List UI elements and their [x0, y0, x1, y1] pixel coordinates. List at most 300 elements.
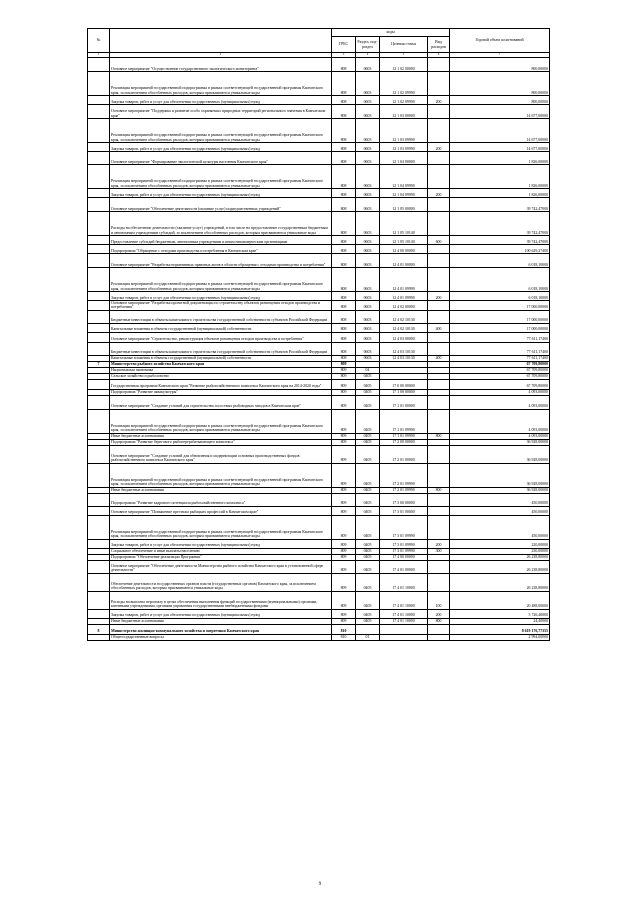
table-row — [88, 323, 550, 332]
row-vid: 800 — [428, 618, 450, 624]
row-celevaya — [380, 624, 428, 634]
row-grbs: 809 — [332, 463, 356, 487]
row-grbs: 808 — [332, 152, 356, 165]
row-amount: 67 709,80000 — [450, 379, 550, 389]
row-number — [88, 58, 110, 72]
row-razdel: 0405 — [356, 439, 380, 445]
row-amount: 230,00000 — [450, 548, 550, 554]
page-number: 9 — [318, 882, 322, 887]
row-vid — [428, 254, 450, 268]
row-grbs: 809 — [332, 591, 356, 609]
row-grbs: 809 — [332, 506, 356, 515]
row-number — [88, 493, 110, 506]
row-name: Реализация мероприятий государственной подпрограммы в рамках соответствующей государственной программы Камчатского края, за исключением обособленных расходов, которым присваиваются уникальные коды — [110, 515, 332, 539]
row-grbs: 810 — [332, 634, 356, 640]
row-grbs: 809 — [332, 439, 356, 445]
row-razdel: 0603 — [356, 165, 380, 189]
row-celevaya: 17 2 01 09990 — [380, 487, 428, 493]
row-number — [88, 198, 110, 212]
row-name: Закупка товаров, работ и услуг для обеспечения государственных (муниципальных) нужд — [110, 189, 332, 198]
row-vid — [428, 212, 450, 236]
row-grbs: 808 — [332, 119, 356, 143]
row-amount: 77 611,17400 — [450, 332, 550, 342]
row-razdel: 0405 — [356, 591, 380, 609]
row-number — [88, 189, 110, 198]
row-celevaya: 17 4 00 00000 — [380, 554, 428, 560]
row-razdel: 0405 — [356, 445, 380, 463]
row-number — [88, 560, 110, 573]
row-name: Сельское хозяйство и рыболовство — [110, 373, 332, 379]
row-amount: 67 709,80000 — [450, 373, 550, 379]
row-celevaya: 12 1 04 09990 — [380, 189, 428, 198]
row-grbs: 808 — [332, 355, 356, 361]
row-vid — [428, 310, 450, 323]
row-celevaya: 17 3 01 09990 — [380, 515, 428, 539]
row-name: Расходы на обеспечение деятельности (оказание услуг) учреждений, в том числе на предоставление государственным бюджетным и автономным учреждениям субсидий, за исключением обособленных расходов, которым присваиваются уникальные коды — [110, 212, 332, 236]
row-amount: 800,00000 — [450, 58, 550, 72]
col-vid-header: Вид расходов — [428, 37, 450, 53]
row-razdel: 0405 — [356, 573, 380, 591]
row-razdel: 0405 — [356, 515, 380, 539]
table-row — [88, 379, 550, 389]
row-razdel: 0603 — [356, 268, 380, 292]
row-celevaya — [380, 634, 428, 640]
row-celevaya: 17 3 01 09990 — [380, 539, 428, 548]
col-number: 7 — [450, 53, 550, 58]
row-name: Капитальные вложения в объекты государственной (муниципальной) собственности — [110, 323, 332, 332]
row-razdel: 0603 — [356, 236, 380, 245]
row-amount: 14 677,00000 — [450, 105, 550, 119]
row-celevaya: 12 1 03 00000 — [380, 105, 428, 119]
table-row — [88, 143, 550, 152]
row-amount: 4 093,00000 — [450, 395, 550, 409]
row-celevaya: 17 1 00 00000 — [380, 389, 428, 395]
row-celevaya: 12 4 02 10130 — [380, 310, 428, 323]
row-name: Реализация мероприятий государственной подпрограммы в рамках соответствующей государственной программы Камчатского края, за исключением обособленных расходов, которым присваиваются уникальные коды — [110, 119, 332, 143]
table-row — [88, 591, 550, 609]
table-row — [88, 58, 550, 72]
row-vid: 200 — [428, 96, 450, 105]
table-row — [88, 268, 550, 292]
row-number — [88, 143, 110, 152]
row-amount: 17 000,00000 — [450, 301, 550, 311]
row-grbs: 808 — [332, 96, 356, 105]
table-row — [88, 463, 550, 487]
table-row — [88, 560, 550, 573]
row-razdel: 0603 — [356, 245, 380, 254]
row-razdel: 0603 — [356, 355, 380, 361]
row-amount: 800,00000 — [450, 96, 550, 105]
row-name: Реализация мероприятий государственной подпрограммы в рамках соответствующей государственной программы Камчатского края, за исключением обособленных расходов, которым присваиваются уникальные коды — [110, 463, 332, 487]
row-razdel: 0603 — [356, 254, 380, 268]
row-name: Основное мероприятие "Обеспечение деятельности (оказание услуг) подведомственных учреждений" — [110, 198, 332, 212]
row-amount: 6 018,10000 — [450, 268, 550, 292]
row-name: Министерство жилищно-коммунального хозяйства и энергетики Камчатского края — [110, 624, 332, 634]
table-row — [88, 342, 550, 355]
row-vid: 800 — [428, 487, 450, 493]
table-row — [88, 198, 550, 212]
row-number — [88, 105, 110, 119]
row-razdel: 0405 — [356, 379, 380, 389]
row-amount: 20 488,00000 — [450, 591, 550, 609]
row-amount: 77 611,17400 — [450, 342, 550, 355]
row-razdel: 0603 — [356, 105, 380, 119]
row-amount: 220,00000 — [450, 539, 550, 548]
row-number — [88, 292, 110, 301]
col-amount-header: Годовой объем ассигнований — [450, 29, 550, 53]
row-grbs: 809 — [332, 515, 356, 539]
row-amount: 36 928,00000 — [450, 445, 550, 463]
row-vid — [428, 409, 450, 433]
table-body — [88, 58, 550, 641]
row-grbs: 809 — [332, 548, 356, 554]
row-grbs: 808 — [332, 292, 356, 301]
row-name: Бюджетные инвестиции в объекты капитального строительства государственной собственности субъектов Российской Федерации — [110, 310, 332, 323]
col-number: 2 — [110, 53, 332, 58]
table-row — [88, 72, 550, 96]
table-row — [88, 624, 550, 634]
row-razdel: 0603 — [356, 323, 380, 332]
row-razdel: 0603 — [356, 292, 380, 301]
row-amount: 17 000,00000 — [450, 310, 550, 323]
table-row — [88, 292, 550, 301]
row-vid: 200 — [428, 539, 450, 548]
row-number — [88, 212, 110, 236]
row-number: 8 — [88, 624, 110, 634]
row-celevaya: 17 3 00 00000 — [380, 493, 428, 506]
table-row — [88, 254, 550, 268]
row-number — [88, 254, 110, 268]
row-celevaya: 17 4 01 10000 — [380, 609, 428, 618]
row-number — [88, 152, 110, 165]
row-razdel: 0603 — [356, 152, 380, 165]
row-vid: 200 — [428, 189, 450, 198]
row-celevaya: 17 4 01 00000 — [380, 560, 428, 573]
row-amount: 6 018,10000 — [450, 254, 550, 268]
row-amount: 100 629,27400 — [450, 245, 550, 254]
row-name: Подпрограмма "Развитие аквакультуры" — [110, 389, 332, 395]
row-number — [88, 379, 110, 389]
table-row — [88, 310, 550, 323]
row-name: Подпрограмма "Обращение с отходами производства и потребления в Камчатском крае" — [110, 245, 332, 254]
row-vid — [428, 268, 450, 292]
table-row — [88, 445, 550, 463]
row-vid: 600 — [428, 236, 450, 245]
row-celevaya: 17 2 01 00000 — [380, 445, 428, 463]
col-number: 1 — [88, 53, 110, 58]
row-razdel: 0603 — [356, 212, 380, 236]
table-row — [88, 573, 550, 591]
row-grbs: 809 — [332, 361, 356, 367]
row-grbs: 809 — [332, 433, 356, 439]
row-razdel: 0405 — [356, 560, 380, 573]
row-razdel: 0603 — [356, 301, 380, 311]
row-celevaya: 12 1 05 10140 — [380, 236, 428, 245]
row-name: Закупка товаров, работ и услуг для обеспечения государственных (муниципальных) нужд — [110, 292, 332, 301]
row-celevaya: 12 4 03 10130 — [380, 342, 428, 355]
row-amount: 4 093,00000 — [450, 389, 550, 395]
row-amount: 1 826,00000 — [450, 152, 550, 165]
row-number — [88, 506, 110, 515]
row-grbs: 808 — [332, 212, 356, 236]
row-name: Основное мероприятие "Формирование экологической культуры населения Камчатского края" — [110, 152, 332, 165]
row-celevaya: 17 3 01 00000 — [380, 506, 428, 515]
row-number — [88, 515, 110, 539]
row-name: Социальное обеспечение и иные выплаты населению — [110, 548, 332, 554]
row-razdel: 0603 — [356, 198, 380, 212]
row-vid — [428, 463, 450, 487]
row-number — [88, 323, 110, 332]
row-amount: 36 928,00000 — [450, 487, 550, 493]
row-amount: 8 619 176,77355 — [450, 624, 550, 634]
row-grbs: 809 — [332, 367, 356, 373]
row-number — [88, 463, 110, 487]
row-number — [88, 609, 110, 618]
row-number — [88, 539, 110, 548]
row-vid — [428, 152, 450, 165]
budget-table — [87, 28, 550, 641]
row-razdel: 0603 — [356, 332, 380, 342]
row-name: Общегосударственные вопросы — [110, 634, 332, 640]
row-grbs: 808 — [332, 310, 356, 323]
row-celevaya: 12 1 02 09990 — [380, 96, 428, 105]
row-vid — [428, 506, 450, 515]
table-row — [88, 634, 550, 640]
row-celevaya: 17 0 00 00000 — [380, 379, 428, 389]
row-grbs: 808 — [332, 342, 356, 355]
row-celevaya: 17 3 01 09990 — [380, 548, 428, 554]
row-number — [88, 409, 110, 433]
row-vid — [428, 515, 450, 539]
row-amount: 800,00000 — [450, 72, 550, 96]
row-grbs: 809 — [332, 379, 356, 389]
row-name: Реализация мероприятий государственной подпрограммы в рамках соответствующей государственной программы Камчатского края, за исключением обособленных расходов, которым присваиваются уникальные коды — [110, 165, 332, 189]
row-number — [88, 310, 110, 323]
row-grbs: 808 — [332, 268, 356, 292]
row-vid — [428, 493, 450, 506]
table-row — [88, 236, 550, 245]
row-amount: 1 826,00000 — [450, 165, 550, 189]
table-row — [88, 301, 550, 311]
row-name: Закупка товаров, работ и услуг для обеспечения государственных (муниципальных) нужд — [110, 609, 332, 618]
row-vid — [428, 379, 450, 389]
row-razdel: 0405 — [356, 506, 380, 515]
table-row — [88, 105, 550, 119]
row-vid — [428, 332, 450, 342]
row-grbs: 808 — [332, 58, 356, 72]
row-razdel: 0405 — [356, 373, 380, 379]
row-celevaya: 12 1 05 00000 — [380, 198, 428, 212]
row-vid — [428, 342, 450, 355]
row-razdel: 0405 — [356, 433, 380, 439]
row-grbs: 809 — [332, 618, 356, 624]
row-amount: 24,40000 — [450, 618, 550, 624]
row-grbs: 808 — [332, 332, 356, 342]
row-name: Обеспечение деятельности государственных органов власти (государственных органов) Камчатского края, за исключением обособленных расходов, которым присваиваются уникальные коды — [110, 573, 332, 591]
row-amount: 77 611,17400 — [450, 355, 550, 361]
row-grbs: 808 — [332, 323, 356, 332]
header-row-1 — [88, 29, 550, 37]
table-row — [88, 506, 550, 515]
row-vid — [428, 573, 450, 591]
row-celevaya: 12 4 03 10130 — [380, 355, 428, 361]
row-name: Основное мероприятие "Создание условий для строительства лососевых рыбоводных заводов в Камчатском крае" — [110, 395, 332, 409]
row-grbs: 808 — [332, 105, 356, 119]
row-number — [88, 119, 110, 143]
row-name: Подпрограмма "Развитие берегового рыбоперерабатывающего комплекса" — [110, 439, 332, 445]
col-razdel-header: Раздел, под-раздел — [356, 37, 380, 53]
row-razdel: 0405 — [356, 609, 380, 618]
row-number — [88, 72, 110, 96]
row-razdel: 0603 — [356, 72, 380, 96]
row-celevaya: 17 1 01 09990 — [380, 409, 428, 433]
row-celevaya: 17 4 01 10000 — [380, 591, 428, 609]
row-name: Расходы на выплаты персоналу в целях обеспечения выполнения функций государственными (муниципальными) органами, казенными учреждениями, органами управления государственными внебюджетными фондами — [110, 591, 332, 609]
row-razdel: 0603 — [356, 58, 380, 72]
row-amount: 67 709,80000 — [450, 361, 550, 367]
row-name: Основное мероприятие "Строительство, реконструкция объектов размещения отходов производства и потребления" — [110, 332, 332, 342]
row-number — [88, 301, 110, 311]
table-row — [88, 609, 550, 618]
row-celevaya: 17 1 01 00000 — [380, 395, 428, 409]
table-row — [88, 515, 550, 539]
row-grbs: 809 — [332, 554, 356, 560]
row-amount: 14 677,00000 — [450, 119, 550, 143]
row-vid — [428, 72, 450, 96]
row-razdel — [356, 624, 380, 634]
row-celevaya: 12 4 01 00000 — [380, 254, 428, 268]
row-grbs: 808 — [332, 72, 356, 96]
row-name: Реализация мероприятий государственной подпрограммы в рамках соответствующей государственной программы Камчатского края, за исключением обособленных расходов, которым присваиваются уникальные коды — [110, 268, 332, 292]
row-number — [88, 245, 110, 254]
row-amount: 2 994,00000 — [450, 634, 550, 640]
row-name: Иные бюджетные ассигнования — [110, 618, 332, 624]
row-celevaya: 12 1 04 00000 — [380, 152, 428, 165]
row-name: Иные бюджетные ассигнования — [110, 433, 332, 439]
row-grbs: 808 — [332, 198, 356, 212]
table-row — [88, 493, 550, 506]
row-celevaya: 17 4 01 10000 — [380, 618, 428, 624]
row-grbs: 808 — [332, 301, 356, 311]
row-name: Реализация мероприятий государственной подпрограммы в рамках соответствующей государственной программы Камчатского края, за исключением обособленных расходов, которым присваиваются уникальные коды — [110, 409, 332, 433]
row-vid — [428, 165, 450, 189]
row-vid — [428, 634, 450, 640]
row-vid: 400 — [428, 323, 450, 332]
row-razdel: 01 — [356, 634, 380, 640]
row-name: Основное мероприятие "Разработка проектной документации по строительству объектов размещения отходов производства и потребления" — [110, 301, 332, 311]
row-vid — [428, 560, 450, 573]
row-amount: 39 742,47000 — [450, 212, 550, 236]
row-amount: 39 742,47000 — [450, 198, 550, 212]
row-name: Основное мероприятие "Обеспечение деятельности Министерства рыбного хозяйства Камчатского края в установленной сфере деятельности" — [110, 560, 332, 573]
row-grbs: 809 — [332, 389, 356, 395]
row-vid: 400 — [428, 355, 450, 361]
row-name: Основное мероприятие "Осуществление государственного экологического мониторинга" — [110, 58, 332, 72]
table-row — [88, 245, 550, 254]
col-celevaya-header: Целевая статья — [380, 37, 428, 53]
row-name: Национальная экономика — [110, 367, 332, 373]
row-number — [88, 165, 110, 189]
row-celevaya: 17 1 01 09990 — [380, 433, 428, 439]
row-celevaya: 12 1 05 10140 — [380, 212, 428, 236]
row-razdel: 0603 — [356, 96, 380, 105]
row-vid — [428, 58, 450, 72]
row-razdel: 0405 — [356, 493, 380, 506]
row-grbs: 808 — [332, 236, 356, 245]
row-number — [88, 445, 110, 463]
row-razdel: 0405 — [356, 395, 380, 409]
table-row — [88, 165, 550, 189]
table-row — [88, 189, 550, 198]
row-grbs: 809 — [332, 573, 356, 591]
row-razdel: 0405 — [356, 463, 380, 487]
row-amount: 6 018,10000 — [450, 292, 550, 301]
row-amount: 450,00000 — [450, 506, 550, 515]
row-name: Государственная программа Камчатского края "Развитие рыбохозяйственного комплекса Камчатского края на 2014-2020 годы" — [110, 379, 332, 389]
row-amount: 26 238,80000 — [450, 560, 550, 573]
row-number — [88, 332, 110, 342]
row-vid: 100 — [428, 591, 450, 609]
row-grbs: 809 — [332, 493, 356, 506]
row-name: Основное мероприятие "Разработка нормативных правовых актов в области обращения с отходами производства и потребления" — [110, 254, 332, 268]
row-celevaya: 12 1 03 09990 — [380, 119, 428, 143]
row-celevaya: 12 1 04 09990 — [380, 165, 428, 189]
row-number — [88, 395, 110, 409]
col-grbs-header: ГРБС — [332, 37, 356, 53]
row-vid: 200 — [428, 609, 450, 618]
col-number: 4 — [356, 53, 380, 58]
row-grbs: 808 — [332, 189, 356, 198]
row-vid — [428, 198, 450, 212]
row-name: Капитальные вложения в объекты государственной (муниципальной) собственности — [110, 355, 332, 361]
row-amount: 5 726,40000 — [450, 609, 550, 618]
row-vid: 200 — [428, 143, 450, 152]
row-celevaya: 12 4 01 09990 — [380, 268, 428, 292]
row-amount: 450,00000 — [450, 493, 550, 506]
row-number — [88, 236, 110, 245]
row-celevaya: 12 4 00 00000 — [380, 245, 428, 254]
row-grbs: 809 — [332, 609, 356, 618]
table-row — [88, 539, 550, 548]
table-row — [88, 395, 550, 409]
row-vid — [428, 119, 450, 143]
row-vid — [428, 301, 450, 311]
row-vid: 300 — [428, 548, 450, 554]
row-razdel: 04 — [356, 367, 380, 373]
row-amount: 1 826,00000 — [450, 189, 550, 198]
row-razdel: 0603 — [356, 189, 380, 198]
row-name: Закупка товаров, работ и услуг для обеспечения государственных (муниципальных) нужд — [110, 96, 332, 105]
row-grbs: 809 — [332, 373, 356, 379]
row-name: Подпрограмма "Обеспечение реализации Программы" — [110, 554, 332, 560]
row-razdel: 0405 — [356, 539, 380, 548]
row-grbs: 808 — [332, 143, 356, 152]
row-celevaya: 12 4 03 00000 — [380, 332, 428, 342]
row-grbs: 808 — [332, 245, 356, 254]
table-row — [88, 119, 550, 143]
row-celevaya: 12 4 01 09990 — [380, 292, 428, 301]
row-celevaya: 12 4 02 10130 — [380, 323, 428, 332]
row-name: Основное мероприятие "Повышение престижа рыбацких профессий в Камчатском крае" — [110, 506, 332, 515]
row-vid — [428, 624, 450, 634]
row-amount: 26 238,80000 — [450, 573, 550, 591]
row-vid — [428, 445, 450, 463]
col-num-header: № — [88, 29, 110, 53]
row-amount: 36 928,00000 — [450, 463, 550, 487]
row-razdel: 0603 — [356, 119, 380, 143]
row-vid: 800 — [428, 433, 450, 439]
row-vid — [428, 395, 450, 409]
